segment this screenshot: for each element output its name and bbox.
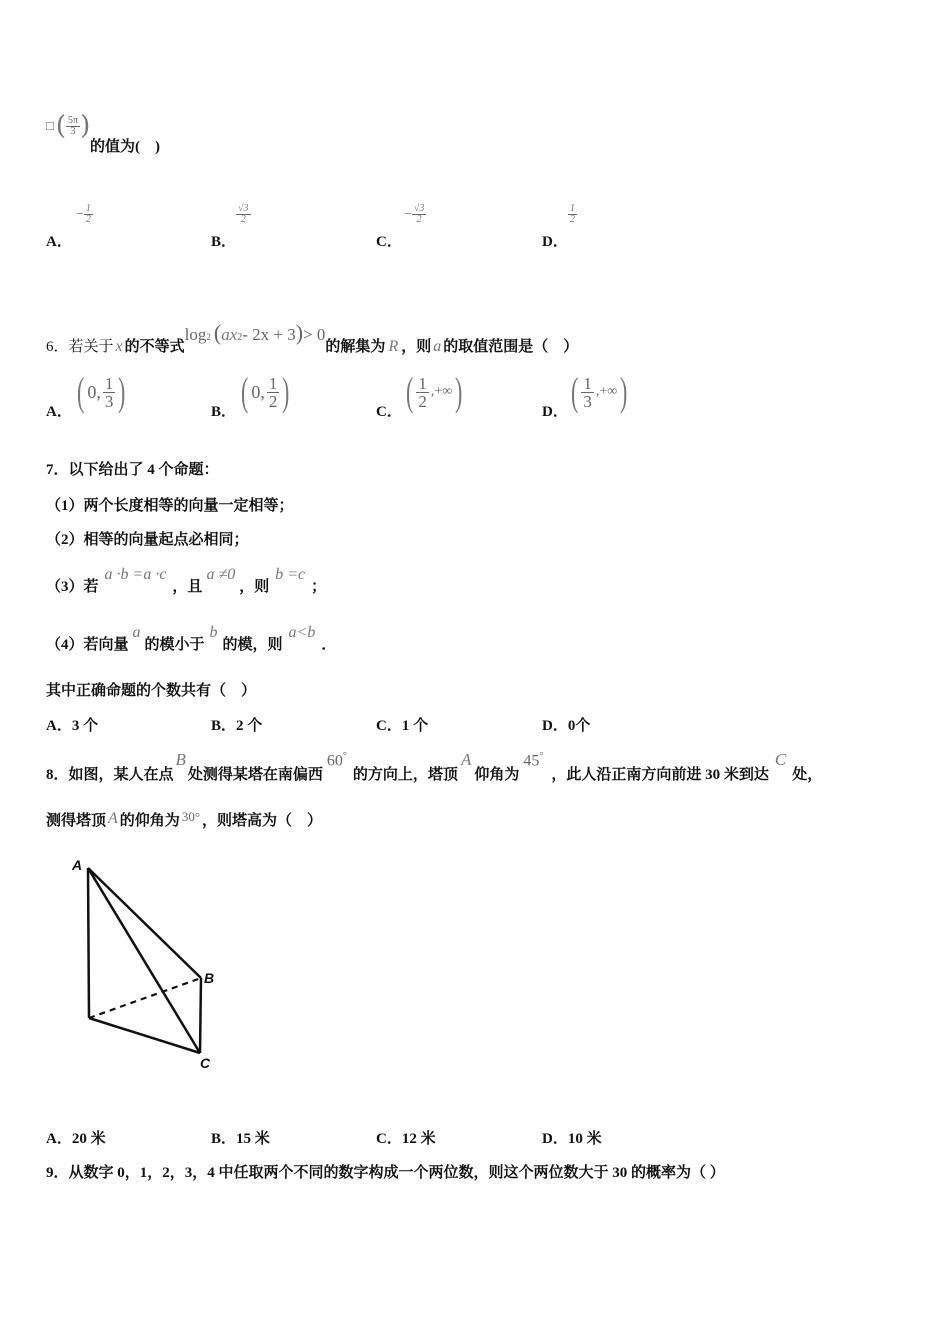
q7-proposition-1: （1）两个长度相等的向量一定相等； (46, 498, 294, 514)
q5-stem-suffix: 的值为( ) (90, 139, 160, 155)
q5-option-a-value: − $\frac{1}{2}$ (76, 203, 91, 225)
left-paren: ( (55, 111, 67, 141)
q7-proposition-3: （3）若 a ·b =a ·c ，且 a ≠0 ，则 b =c ； (46, 566, 327, 595)
q5-expression (46, 110, 90, 142)
q5-options (46, 200, 646, 250)
label-C: C (200, 1055, 211, 1071)
q6-option-c-interval: ( $\frac{1}{2}$ ,+∞ ) (405, 369, 463, 414)
q6-option-c[interactable]: C． (376, 404, 402, 420)
q5-argument-fraction: $\frac{5\pi}{3}$ (68, 114, 79, 137)
q7-stem: 7．以下给出了 4 个命题： (46, 462, 219, 478)
q7-proposition-2: （2）相等的向量起点必相同； (46, 532, 249, 548)
q8-option-b[interactable]: B．15 米 (211, 1131, 270, 1147)
q6-option-d-interval: ( $\frac{1}{3}$ ,+∞ ) (570, 369, 628, 414)
q7-option-d[interactable]: D．0个 (542, 718, 591, 734)
q8-stem-line-2: 测得塔顶 A 的仰角为 30° ，则塔高为（ ） (46, 809, 323, 829)
edge-foot-B-dashed (89, 978, 201, 1018)
q6-option-b[interactable]: B． (211, 404, 237, 420)
q7-question: 其中正确命题的个数共有（ ） (46, 683, 257, 699)
q5-option-c-value: − $\frac{√3}{2}$ (404, 203, 425, 225)
q5-option-b-value: $\frac{√3}{2}$ (238, 203, 249, 225)
q5-option-d[interactable]: D． (542, 234, 568, 250)
q6-options (46, 369, 666, 424)
q7-proposition-4: （4）若向量 a 的模小于 b 的模，则 a<b ． (46, 624, 337, 653)
q9-stem: 9．从数字 0，1，2，3，4 中任取两个不同的数字构成一个两位数，则这个两位数大于 30 的概率为（ ） (46, 1165, 725, 1181)
q5-option-d-value: $\frac{1}{2}$ (570, 203, 575, 225)
q8-stem-line-1: 8．如图，某人在点 B 处测得某塔在南偏西 60° 的方向上，塔顶 A 仰角为 45° ，此人沿正南方向前进 30 米到达 C 处， (46, 750, 823, 783)
q6-stem: 6．若关于 x 的不等式 log 2 ( ax 2 - 2x + 3 ) > 0 的解集为 R ，则 a 的取值范围是（ ） (46, 320, 579, 355)
q8-option-a[interactable]: A．20 米 (46, 1131, 106, 1147)
q7-option-a[interactable]: A．3 个 (46, 718, 99, 734)
q6-log-expression: log 2 ( ax 2 - 2x + 3 ) > 0 (184, 320, 326, 345)
q7-option-b[interactable]: B．2 个 (211, 718, 263, 734)
q5-option-b[interactable]: B． (211, 234, 237, 250)
q6-option-b-interval: ( 0, $\frac{1}{2}$ ) (240, 369, 290, 414)
q8-option-d[interactable]: D．10 米 (542, 1131, 602, 1147)
label-A: A (72, 857, 83, 873)
right-paren: ) (80, 111, 91, 141)
q5-option-c[interactable]: C． (376, 234, 402, 250)
q7-option-c[interactable]: C．1 个 (376, 718, 429, 734)
edge-B-C (200, 978, 201, 1053)
q8-option-c[interactable]: C．12 米 (376, 1131, 436, 1147)
q6-option-d[interactable]: D． (542, 404, 568, 420)
label-B: B (204, 970, 215, 986)
q5-option-a[interactable]: A． (46, 234, 72, 250)
q6-option-a[interactable]: A． (46, 404, 72, 420)
missing-glyph-box: □ (46, 118, 54, 133)
edge-A-foot (88, 868, 89, 1018)
q6-option-a-interval: ( 0, $\frac{1}{3}$ ) (76, 369, 126, 414)
q8-tower-figure (66, 850, 236, 1080)
